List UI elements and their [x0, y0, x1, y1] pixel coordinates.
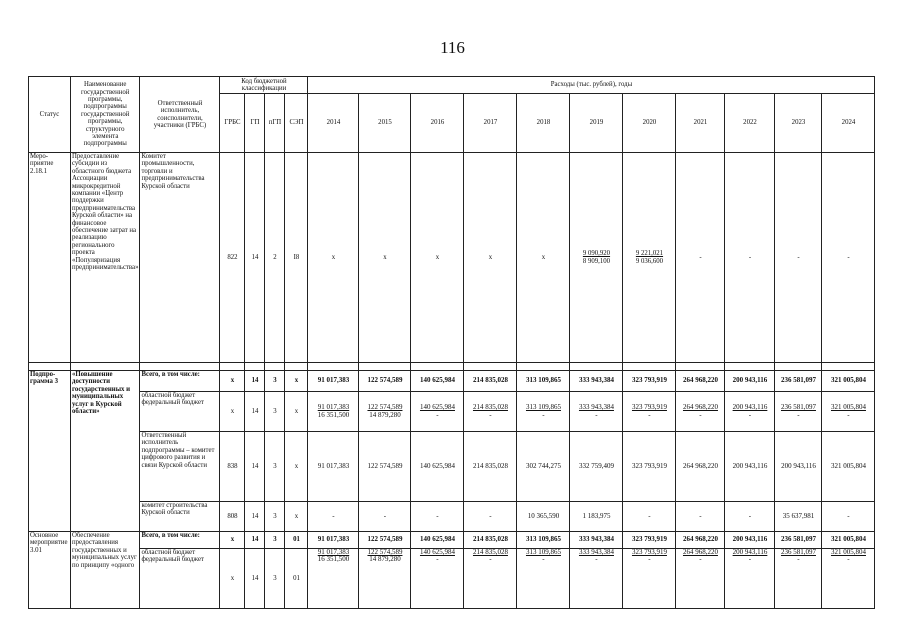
- value-federal: -: [797, 410, 800, 419]
- cell-value: 264 968,220: [676, 532, 725, 549]
- cell-value: -: [822, 153, 875, 363]
- cell-value: 122 574,589: [359, 371, 411, 392]
- row-responsible: областной бюджет федеральный бюджет: [140, 549, 220, 609]
- header-gp: ГП: [245, 94, 265, 153]
- table-row: [29, 502, 875, 532]
- cell-value: 140 625,984: [411, 532, 464, 549]
- value-federal: 16 351,500: [317, 555, 350, 564]
- value-federal: 14 879,280: [369, 555, 401, 564]
- header-year: 2017: [464, 94, 517, 153]
- cell-sep: х: [285, 432, 308, 502]
- cell-value: 323 793,919: [623, 371, 676, 392]
- value-federal: 16 351,500: [317, 410, 350, 419]
- value-federal: -: [595, 555, 598, 564]
- cell-pgp: 3: [265, 392, 285, 432]
- row-responsible: комитет строительства Курской области: [140, 502, 220, 532]
- row-status: Меро-приятие 2.18.1: [29, 153, 71, 363]
- value-federal: -: [542, 555, 545, 564]
- header-year: 2023: [775, 94, 822, 153]
- cell-value: 323 793,919: [623, 432, 676, 502]
- cell-value: [676, 549, 725, 609]
- header-sep: СЭП: [285, 94, 308, 153]
- value-federal: 9 036,600: [635, 257, 664, 265]
- cell-value: 140 625,984: [411, 432, 464, 502]
- value-regional: 264 968,220: [682, 403, 718, 412]
- header-year: 2024: [822, 94, 875, 153]
- page-number: 116: [440, 38, 465, 57]
- cell-sep: х: [285, 392, 308, 432]
- row-status: Подпро-грамма 3: [29, 371, 71, 532]
- table-row: [29, 549, 875, 609]
- cell-value: -: [623, 502, 676, 532]
- cell-value: 323 793,919: [623, 532, 676, 549]
- cell-value: 302 744,275: [517, 432, 570, 502]
- cell-value: 236 581,097: [775, 371, 822, 392]
- cell-value: [359, 549, 411, 609]
- header-budget-code: Код бюджетной классификации: [220, 77, 308, 94]
- value-federal: -: [699, 555, 702, 564]
- cell-value: 313 109,865: [517, 532, 570, 549]
- header-expenses: Расходы (тыс. рублей), годы: [308, 77, 875, 94]
- cell-value: [411, 392, 464, 432]
- cell-value: [359, 392, 411, 432]
- cell-value: [623, 392, 676, 432]
- cell-grbs: х: [220, 532, 245, 549]
- cell-grbs: х: [220, 371, 245, 392]
- cell-gp: 14: [245, 153, 265, 363]
- cell-value: х: [464, 153, 517, 363]
- value-regional: 91 017,383: [317, 548, 350, 556]
- cell-grbs: 822: [220, 153, 245, 363]
- value-regional: 321 005,804: [830, 548, 866, 556]
- cell-value: 264 968,220: [676, 432, 725, 502]
- table-row: [29, 371, 875, 392]
- cell-sep: х: [285, 371, 308, 392]
- cell-value: [822, 549, 875, 609]
- value-regional: 91 017,383: [317, 403, 350, 412]
- cell-gp: 14: [245, 432, 265, 502]
- cell-value: х: [517, 153, 570, 363]
- cell-value: [623, 153, 676, 363]
- cell-grbs: 808: [220, 502, 245, 532]
- cell-gp: 14: [245, 549, 265, 609]
- spacer-row: [29, 363, 875, 371]
- cell-value: 333 943,384: [570, 371, 623, 392]
- value-regional: 122 574,589: [367, 403, 403, 412]
- cell-gp: 14: [245, 532, 265, 549]
- cell-pgp: 2: [265, 153, 285, 363]
- value-regional: 313 109,865: [525, 548, 561, 556]
- value-federal: 8 909,100: [582, 257, 611, 265]
- cell-value: -: [308, 502, 359, 532]
- table-row: [29, 532, 875, 549]
- cell-value: [464, 549, 517, 609]
- cell-grbs: х: [220, 392, 245, 432]
- cell-value: 10 365,590: [517, 502, 570, 532]
- cell-pgp: 3: [265, 532, 285, 549]
- value-federal: -: [797, 555, 800, 564]
- cell-value: 200 943,116: [725, 532, 775, 549]
- cell-pgp: 3: [265, 432, 285, 502]
- cell-value: [308, 392, 359, 432]
- cell-value: -: [725, 502, 775, 532]
- value-regional: 323 793,919: [631, 548, 667, 556]
- cell-value: [570, 153, 623, 363]
- cell-sep: 01: [285, 549, 308, 609]
- value-federal: -: [436, 555, 439, 564]
- cell-value: -: [822, 502, 875, 532]
- value-regional: 236 581,097: [780, 548, 816, 556]
- cell-value: [517, 549, 570, 609]
- value-federal: -: [748, 555, 752, 564]
- cell-value: х: [308, 153, 359, 363]
- header-year: 2014: [308, 94, 359, 153]
- cell-value: [623, 549, 676, 609]
- cell-value: 321 005,804: [822, 371, 875, 392]
- value-regional: 140 625,984: [419, 403, 455, 412]
- cell-value: 313 109,865: [517, 371, 570, 392]
- row-status: Основное мероприятие 3.01: [29, 532, 71, 609]
- cell-value: 236 581,097: [775, 532, 822, 549]
- value-regional: 323 793,919: [631, 403, 667, 412]
- header-pgp: пГП: [265, 94, 285, 153]
- value-regional: 122 574,589: [367, 548, 403, 556]
- cell-value: 91 017,383: [308, 432, 359, 502]
- cell-value: [775, 392, 822, 432]
- cell-value: 333 943,384: [570, 532, 623, 549]
- cell-value: [517, 392, 570, 432]
- cell-value: [411, 549, 464, 609]
- cell-value: [775, 549, 822, 609]
- header-grbs: ГРБС: [220, 94, 245, 153]
- value-regional: 9 221,021: [635, 250, 664, 258]
- header-responsible: Ответственный исполнитель, соисполнители, участники (ГРБС): [140, 77, 220, 153]
- value-federal: -: [748, 410, 752, 419]
- cell-value: -: [775, 153, 822, 363]
- header-year: 2021: [676, 94, 725, 153]
- cell-value: -: [676, 153, 725, 363]
- cell-value: 214 835,028: [464, 432, 517, 502]
- cell-value: 140 625,984: [411, 371, 464, 392]
- value-federal: -: [847, 410, 850, 419]
- cell-gp: 14: [245, 392, 265, 432]
- cell-grbs: х: [220, 549, 245, 609]
- header-year: 2016: [411, 94, 464, 153]
- value-federal: 14 879,280: [369, 410, 401, 419]
- value-federal: -: [436, 410, 439, 419]
- header-year: 2022: [725, 94, 775, 153]
- value-federal: -: [847, 555, 850, 564]
- cell-grbs: 838: [220, 432, 245, 502]
- row-name: «Повышение доступности государственных и муниципальных услуг в Курской области»: [71, 371, 140, 532]
- header-year: 2020: [623, 94, 676, 153]
- cell-value: [676, 392, 725, 432]
- header-year: 2018: [517, 94, 570, 153]
- cell-value: 35 637,981: [775, 502, 822, 532]
- cell-value: [464, 392, 517, 432]
- cell-value: [725, 392, 775, 432]
- cell-value: -: [725, 153, 775, 363]
- cell-value: 200 943,116: [725, 432, 775, 502]
- value-federal: -: [648, 410, 651, 419]
- row-name: Обеспечение предоставления государственных и муниципальных услуг по принципу «одного: [71, 532, 140, 609]
- cell-sep: I8: [285, 153, 308, 363]
- cell-value: 321 005,804: [822, 432, 875, 502]
- value-federal: -: [489, 410, 492, 419]
- cell-pgp: 3: [265, 371, 285, 392]
- row-responsible: Всего, в том числе:: [140, 532, 220, 549]
- row-responsible: Ответственный исполнитель подпрограммы – комитет цифрового развития и связи Курской области: [140, 432, 220, 502]
- cell-value: -: [676, 502, 725, 532]
- cell-value: [725, 549, 775, 609]
- value-regional: 200 943,116: [732, 403, 768, 412]
- value-regional: 313 109,865: [525, 403, 561, 412]
- cell-value: 264 968,220: [676, 371, 725, 392]
- cell-value: 321 005,804: [822, 532, 875, 549]
- value-regional: 214 835,028: [472, 548, 508, 556]
- table-row: [29, 153, 875, 363]
- value-federal: -: [699, 410, 702, 419]
- cell-value: 200 943,116: [775, 432, 822, 502]
- cell-value: 214 835,028: [464, 371, 517, 392]
- cell-value: 1 183,975: [570, 502, 623, 532]
- cell-pgp: 3: [265, 549, 285, 609]
- cell-value: -: [359, 502, 411, 532]
- value-federal: -: [595, 410, 598, 419]
- row-name: Предоставление субсидии из областного бюджета Ассоциации микрокредитной компании «Центр поддержки предпринимательства Курской области» на финансовое обеспечение затрат на реализацию регионального проекта «Популяризация предпринимательства»: [71, 153, 140, 363]
- cell-gp: 14: [245, 371, 265, 392]
- header-name: Наименование государственной программы, подпрограммы государственной программы, структурного элемента подпрограммы: [71, 77, 140, 153]
- table-row: [29, 432, 875, 502]
- cell-value: 122 574,589: [359, 532, 411, 549]
- header-status: Статус: [29, 77, 71, 153]
- cell-value: 214 835,028: [464, 532, 517, 549]
- cell-value: [308, 549, 359, 609]
- value-federal: -: [648, 555, 651, 564]
- value-regional: 140 625,984: [419, 548, 455, 556]
- table-row: [29, 392, 875, 432]
- value-regional: 333 943,384: [578, 548, 614, 556]
- cell-value: [570, 549, 623, 609]
- header-row-1: [29, 77, 875, 94]
- row-responsible: Комитет промышленности, торговли и предпринимательства Курской области: [140, 153, 220, 363]
- cell-sep: х: [285, 502, 308, 532]
- budget-table: [28, 76, 875, 609]
- cell-value: -: [464, 502, 517, 532]
- value-federal: -: [542, 410, 545, 419]
- cell-value: [570, 392, 623, 432]
- value-regional: 333 943,384: [578, 403, 614, 412]
- header-year: 2019: [570, 94, 623, 153]
- value-federal: -: [489, 555, 492, 564]
- cell-value: [822, 392, 875, 432]
- cell-value: 200 943,116: [725, 371, 775, 392]
- cell-value: х: [411, 153, 464, 363]
- cell-value: х: [359, 153, 411, 363]
- cell-value: -: [411, 502, 464, 532]
- value-regional: 200 943,116: [732, 548, 768, 556]
- value-regional: 321 005,804: [830, 403, 866, 412]
- cell-value: 332 759,409: [570, 432, 623, 502]
- value-regional: 236 581,097: [780, 403, 816, 412]
- cell-value: 91 017,383: [308, 371, 359, 392]
- value-regional: 264 968,220: [682, 548, 718, 556]
- row-responsible: областной бюджет федеральный бюджет: [140, 392, 220, 432]
- cell-value: 122 574,589: [359, 432, 411, 502]
- value-regional: 214 835,028: [472, 403, 508, 412]
- header-year: 2015: [359, 94, 411, 153]
- cell-value: 91 017,383: [308, 532, 359, 549]
- cell-gp: 14: [245, 502, 265, 532]
- row-responsible: Всего, в том числе:: [140, 371, 220, 392]
- cell-pgp: 3: [265, 502, 285, 532]
- cell-sep: 01: [285, 532, 308, 549]
- value-regional: 9 090,920: [582, 250, 611, 258]
